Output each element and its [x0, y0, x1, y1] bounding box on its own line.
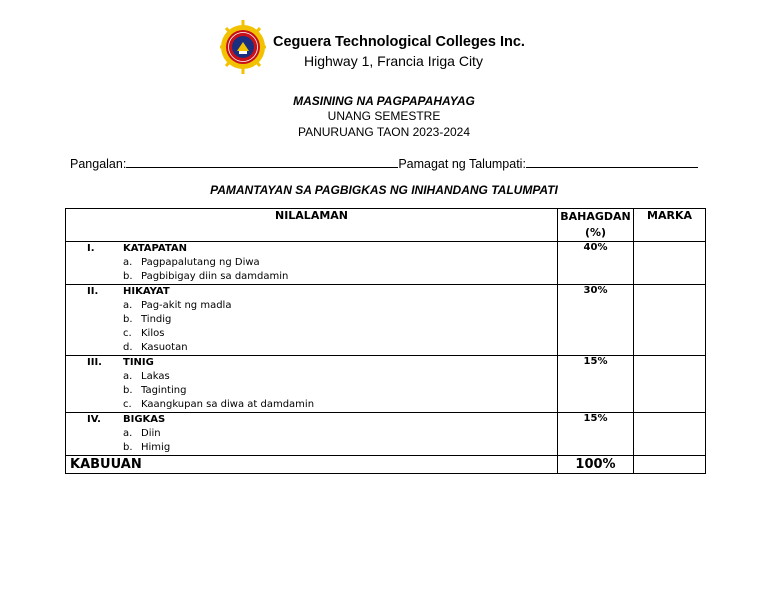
item-letter: b.	[123, 442, 133, 453]
score-cell[interactable]	[634, 242, 706, 285]
table-header-row	[66, 209, 706, 242]
semester-label: UNANG SEMESTRE	[327, 109, 441, 123]
item-letter: a.	[123, 257, 133, 268]
total-weight: 100%	[558, 456, 634, 474]
item-text: Kasuotan	[141, 342, 188, 353]
table-row	[66, 413, 706, 456]
score-cell[interactable]	[634, 413, 706, 456]
item-text: Taginting	[141, 385, 187, 396]
criterion-number: III.	[87, 357, 102, 368]
criterion-name: HIKAYAT	[123, 286, 170, 297]
school-logo	[220, 20, 266, 74]
item-letter: b.	[123, 271, 133, 282]
criterion-number: I.	[87, 243, 95, 254]
item-letter: d.	[123, 342, 133, 353]
item-letter: b.	[123, 385, 133, 396]
total-row	[66, 456, 706, 474]
name-label: Pangalan:	[70, 157, 127, 171]
content-column-header: NILALAMAN	[66, 209, 558, 242]
speech-title-blank[interactable]	[526, 155, 698, 168]
item-letter: b.	[123, 314, 133, 325]
weight-header-line2: (%)	[584, 226, 607, 239]
item-letter: c.	[123, 399, 132, 410]
item-text: Tindig	[141, 314, 172, 325]
item-text: Lakas	[141, 371, 170, 382]
criterion-weight: 40%	[558, 242, 634, 285]
item-text: Kaangkupan sa diwa at damdamin	[141, 399, 315, 410]
item-text: Pagbibigay diin sa damdamin	[141, 271, 289, 282]
total-score-cell[interactable]	[634, 456, 706, 474]
rubric-table	[65, 208, 706, 474]
weight-column-header	[558, 209, 634, 242]
criterion-weight: 15%	[558, 413, 634, 456]
item-text: Kilos	[141, 328, 165, 339]
item-text: Pagpapalutang ng Diwa	[141, 257, 260, 268]
criterion-cell	[66, 413, 558, 456]
item-letter: c.	[123, 328, 132, 339]
table-row	[66, 285, 706, 356]
weight-header-line1: BAHAGDAN	[560, 210, 631, 223]
criterion-weight: 15%	[558, 356, 634, 413]
criterion-name: TINIG	[123, 357, 154, 368]
criterion-name: KATAPATAN	[123, 243, 188, 254]
name-blank[interactable]	[126, 155, 398, 168]
criterion-name: BIGKAS	[123, 414, 166, 425]
item-letter: a.	[123, 371, 133, 382]
total-label: KABUUAN	[66, 456, 558, 474]
criterion-cell	[66, 285, 558, 356]
school-name: Ceguera Technological Colleges Inc.	[273, 34, 525, 50]
criterion-number: II.	[87, 286, 99, 297]
table-row	[66, 356, 706, 413]
criterion-weight: 30%	[558, 285, 634, 356]
student-fields	[70, 155, 698, 171]
item-letter: a.	[123, 428, 133, 439]
score-cell[interactable]	[634, 356, 706, 413]
score-column-header: MARKA	[634, 209, 706, 242]
table-row	[66, 242, 706, 285]
item-letter: a.	[123, 300, 133, 311]
criterion-number: IV.	[87, 414, 101, 425]
speech-title-label: Pamagat ng Talumpati:	[398, 157, 526, 171]
school-year-label: PANURUANG TAON 2023-2024	[297, 125, 471, 139]
school-address: Highway 1, Francia Iriga City	[304, 53, 483, 69]
criterion-cell	[66, 356, 558, 413]
score-cell[interactable]	[634, 285, 706, 356]
subject-title: MASINING NA PAGPAPAHAYAG	[293, 94, 475, 108]
item-text: Pag-akit ng madla	[141, 300, 232, 311]
item-text: Diin	[141, 428, 161, 439]
criterion-cell	[66, 242, 558, 285]
rubric-title: PAMANTAYAN SA PAGBIGKAS NG INIHANDANG TALUMPATI	[210, 183, 558, 197]
item-text: Himig	[141, 442, 171, 453]
